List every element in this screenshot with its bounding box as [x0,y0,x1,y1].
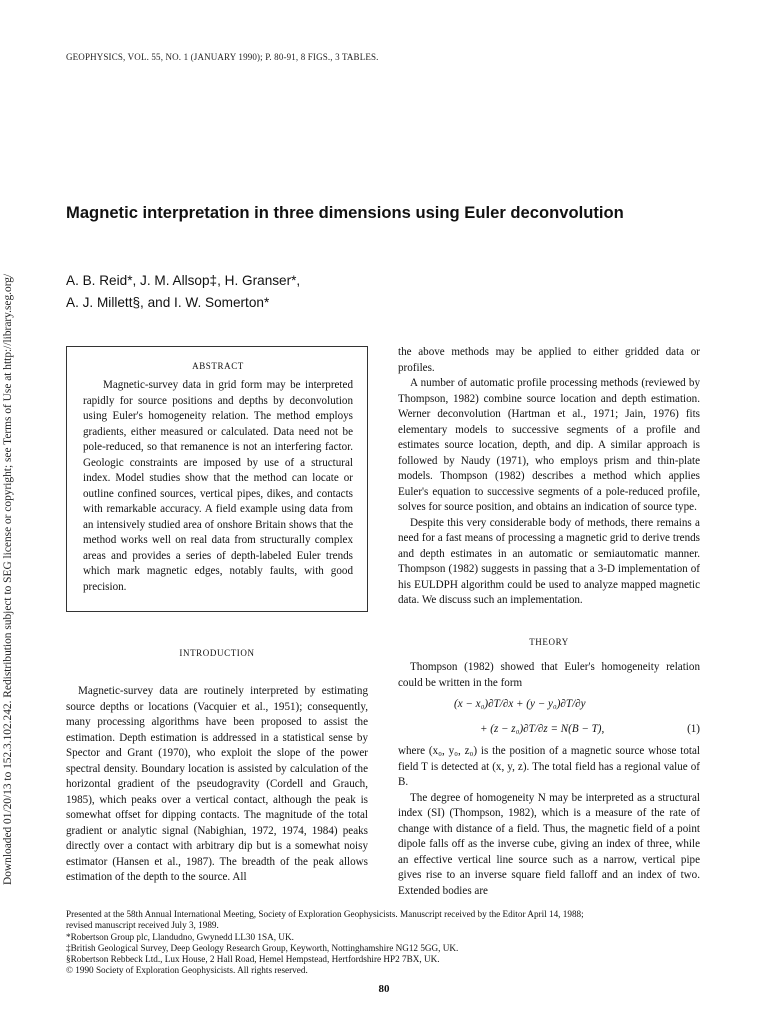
download-notice-text: Downloaded 01/20/13 to 152.3.102.242. Redistribution subject to SEG license or copyright; see Terms of Use at http://library.seg.org/ [2,273,14,885]
theory-heading: THEORY [529,637,569,647]
equation-line-2-text: + (z − z₀)∂T/∂z = N(B − T), [480,723,605,735]
footnotes [66,909,702,977]
theory-intro: Thompson (1982) showed that Euler's homogeneity relation could be written in the form [398,661,700,689]
right-column-top [398,345,700,609]
paper-title: Magnetic interpretation in three dimensions using Euler deconvolution [66,203,624,222]
introduction-column [66,684,368,886]
right-paragraph-2: A number of automatic profile processing methods (reviewed by Thompson, 1982) combine source location and depth estimation. Werner deconvolution (Hartman et al., 1971; Jain, 1976) fits elementary models to successive segments of a profile and estimates source location, depth, and dip. A similar approach is followed by Naudy (1971), who employs prism and thin-plate models. Thompson (1982) describes a method which applies Euler's equation to successive segments of a pole-reduced profile, solves for source position, and obtains an indication of source type. [398,377,700,513]
journal-header: GEOPHYSICS, VOL. 55, NO. 1 (JANUARY 1990); P. 80-91, 8 FIGS., 3 TABLES. [66,52,379,62]
footnote-line: *Robertson Group plc, Llandudno, Gwynedd LL30 1SA, UK. [66,931,294,942]
equation-line-1-text: (x − x₀)∂T/∂x + (y − y₀)∂T/∂y [454,698,586,710]
introduction-heading: INTRODUCTION [179,648,255,658]
theory-where-paragraph: where (x₀, y₀, z₀) is the position of a magnetic source whose total field T is detected at (x, y, z). The total field has a regional value of B. [398,745,700,788]
author-line-1: A. B. Reid*, J. M. Allsop‡, H. Granser*, [66,273,301,288]
author-list [66,270,300,314]
download-notice [0,155,20,885]
theory-intro-block [398,660,700,691]
abstract-text: Magnetic-survey data in grid form may be interpreted rapidly for source positions and depths by deconvolution using Euler's homogeneity relation. The method employs gradients, either measured or calculated. Data need not be pole-reduced, so that remanence is not an interfering factor. Geologic constraints are imposed by use of a structural index. Model studies show that the method can locate or outline confined sources, vertical pipes, dikes, and contacts with remarkable accuracy. A field example using data from an intensively studied area of onshore Britain shows that the method works well on real data from structurally complex areas and provides a series of depth-labeled Euler trends which mark magnetic edges, notably faults, with good precision. [83,379,353,593]
right-paragraph-3: Despite this very considerable body of methods, there remains a need for a fast means of processing a magnetic grid to derive trends and depth estimates in an automatic or semiautomatic manner. Thompson (1982) suggests in passing that a 3-D implementation of his EULDPH algorithm could be used to analyze mapped magnetic data. We discuss such an implementation. [398,516,700,606]
theory-degree-paragraph: The degree of homogeneity N may be interpreted as a structural index (SI) (Thompson, 1982), which is a measure of the rate of change with distance of a field. Thus, the magnetic field of a point dipole falls off as the inverse cube, giving an index of three, while an effective vertical line source such as a narrow, vertical pipe gives rise to an inverse square field falloff and an index of two. Extended bodies are [398,791,700,897]
footnote-line: © 1990 Society of Exploration Geophysicists. All rights reserved. [66,965,308,976]
footnote-line: ‡British Geological Survey, Deep Geology Research Group, Keyworth, Nottinghamshire NG12 5GG, UK. [66,942,459,953]
abstract-heading: ABSTRACT [192,361,244,371]
page-number: 80 [378,983,390,995]
author-line-2: A. J. Millett§, and I. W. Somerton* [66,295,270,310]
footnote-line: revised manuscript received July 3, 1989. [66,920,219,931]
abstract-box [66,346,368,612]
footnote-line: §Robertson Rebbeck Ltd., Lux House, 2 Hall Road, Hemel Hempstead, Hertfordshire HP2 7BX, UK. [66,954,440,965]
introduction-paragraph: Magnetic-survey data are routinely interpreted by estimating source depths or locations (Vacquier et al., 1951); consequently, many processing algorithms have been proposed to assist the estimation. Depth estimation is addressed in a statistical sense by Spector and Grant (1970), who exploit the slope of the power spectral density. Boundary location is assisted by calculation of the horizontal gradient of the pseudogravity (Cordell and Grauch, 1985), which peaks over a vertical contact, although the peak is somewhat offset for dipping contacts. The magnitude of the total gradient or analytic signal (Nabighian, 1972, 1974, 1984) peaks directly over a contact with arbitrary dip but is a somewhat noisy estimator (Hansen et al., 1987). The breadth of the peak allows estimation of the depth to the source. All [66,685,368,883]
equation-number: (1) [687,723,700,735]
footnote-line: Presented at the 58th Annual International Meeting, Society of Exploration Geophysicists. Manuscript received by the Editor April 14, 1988; [66,909,584,919]
right-paragraph-1: the above methods may be applied to either gridded data or profiles. [398,346,700,374]
theory-body [398,744,700,899]
